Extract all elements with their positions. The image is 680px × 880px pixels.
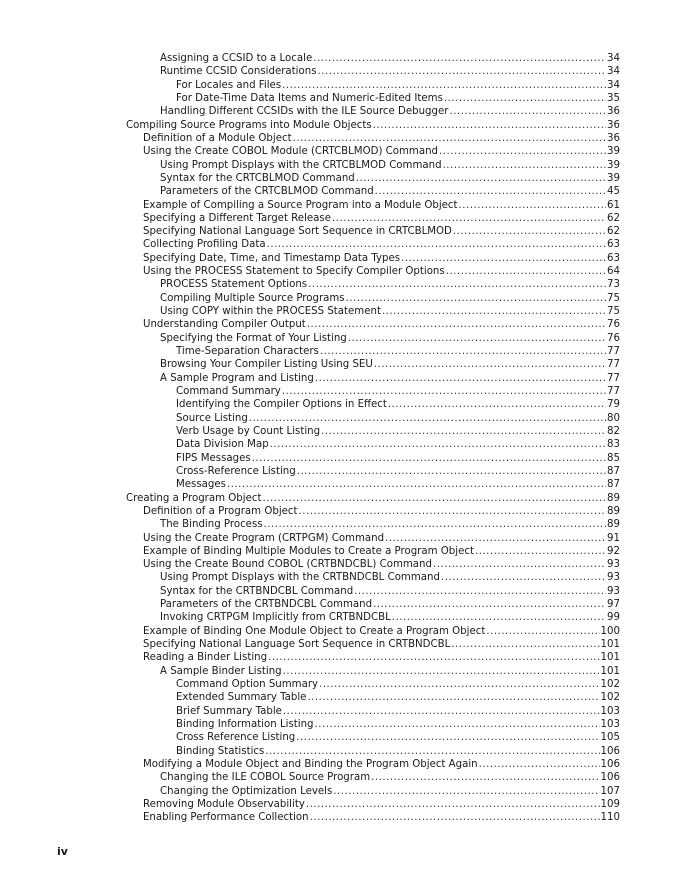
toc-entry-title: Using the Create Program (CRTPGM) Command: [143, 532, 385, 544]
toc-entry-page: 91: [607, 532, 620, 544]
toc-entry[interactable]: [176, 452, 620, 465]
toc-entry-title: Binding Statistics: [176, 745, 265, 757]
dot-leader: [227, 478, 606, 491]
toc-entry-page: 101: [600, 652, 620, 664]
dot-leader: [265, 745, 599, 758]
toc-entry[interactable]: [176, 691, 620, 704]
toc-entry[interactable]: [176, 412, 620, 425]
toc-entry[interactable]: [176, 678, 620, 691]
toc-entry[interactable]: [160, 372, 620, 385]
toc-entry-title: Example of Binding One Module Object to Create a Program Object: [143, 625, 486, 637]
dot-leader: [346, 292, 606, 305]
toc-entry-title: For Date-Time Data Items and Numeric-Edited Items: [176, 92, 443, 104]
toc-entry-title: Using Prompt Displays with the CRTBNDCBL Command: [160, 572, 440, 584]
toc-entry[interactable]: [160, 571, 620, 584]
toc-entry-title: Specifying National Language Sort Sequence in CRTBNDCBL: [143, 639, 451, 651]
toc-entry[interactable]: [143, 199, 620, 212]
dot-leader: [293, 132, 606, 145]
toc-entry-title: Data Division Map: [176, 439, 269, 451]
toc-entry-page: 87: [607, 479, 620, 491]
toc-entry[interactable]: [176, 718, 620, 731]
toc-entry-title: Verb Usage by Count Listing: [176, 425, 321, 437]
toc-entry[interactable]: [160, 332, 620, 345]
page-number: iv: [57, 845, 68, 858]
toc-entry-page: 99: [607, 612, 620, 624]
toc-entry-page: 110: [600, 812, 620, 824]
toc-entry[interactable]: [160, 598, 620, 611]
toc-entry[interactable]: [160, 611, 620, 624]
toc-entry[interactable]: [143, 811, 620, 824]
toc-entry[interactable]: [143, 758, 620, 771]
dot-leader: [270, 438, 606, 451]
toc-entry-page: 34: [607, 53, 620, 64]
dot-leader: [439, 145, 606, 158]
toc-entry-page: 101: [600, 639, 620, 651]
dot-leader: [451, 638, 599, 651]
toc-entry-title: Binding Information Listing: [176, 719, 314, 730]
toc-entry-page: 80: [607, 412, 620, 424]
toc-entry[interactable]: [160, 65, 620, 78]
toc-entry-title: Specifying a Different Target Release: [143, 212, 331, 224]
toc-entry-title: Using the Create COBOL Module (CRTCBLMOD) Command: [143, 146, 439, 158]
toc-entry-title: Example of Compiling a Source Program into a Module Object: [143, 199, 458, 211]
toc-entry-title: Time-Separation Characters: [176, 346, 319, 358]
toc-entry-page: 62: [607, 226, 620, 238]
toc-entry-page: 35: [607, 92, 620, 104]
toc-entry[interactable]: [160, 305, 620, 318]
toc-entry-title: Changing the ILE COBOL Source Program: [160, 772, 371, 784]
toc-entry-title: Example of Binding Multiple Modules to Create a Program Object: [143, 545, 474, 557]
toc-entry-page: 89: [607, 505, 620, 517]
toc-entry-page: 34: [607, 79, 620, 91]
toc-entry-page: 100: [600, 625, 620, 637]
toc-entry-title: A Sample Binder Listing: [160, 665, 282, 677]
toc-entry-page: 85: [607, 452, 620, 464]
dot-leader: [283, 705, 600, 718]
toc-entry[interactable]: [143, 558, 620, 571]
toc-entry[interactable]: [176, 438, 620, 451]
toc-entry[interactable]: [176, 731, 620, 744]
toc-entry-page: 97: [607, 599, 620, 611]
toc-entry-page: 39: [607, 172, 620, 184]
toc-entry-page: 77: [607, 359, 620, 371]
dot-leader: [306, 798, 600, 811]
toc-entry-page: 76: [607, 319, 620, 331]
dot-leader: [453, 225, 606, 238]
toc-entry[interactable]: [176, 745, 620, 758]
toc-entry[interactable]: [160, 292, 620, 305]
dot-leader: [308, 278, 606, 291]
toc-entry-title: For Locales and Files: [176, 79, 282, 91]
dot-leader: [319, 678, 599, 691]
toc-entry-page: 82: [607, 425, 620, 437]
toc-entry-page: 36: [607, 132, 620, 144]
toc-entry-title: Definition of a Program Object: [143, 505, 298, 517]
dot-leader: [479, 758, 600, 771]
dot-leader: [333, 785, 599, 798]
toc-entry[interactable]: [143, 638, 620, 651]
toc-entry-page: 92: [607, 545, 620, 557]
dot-leader: [392, 611, 606, 624]
dot-leader: [310, 811, 600, 824]
toc-entry-page: 36: [607, 119, 620, 131]
dot-leader: [283, 665, 600, 678]
toc-entry-title: Invoking CRTPGM Implicitly from CRTBNDCBL: [160, 612, 391, 624]
toc-entry[interactable]: [176, 425, 620, 438]
toc-entry-page: 87: [607, 465, 620, 477]
toc-entry-page: 103: [600, 719, 620, 730]
toc-entry-page: 77: [607, 372, 620, 384]
toc-entry-title: Command Summary: [176, 386, 281, 397]
toc-entry[interactable]: [160, 278, 620, 291]
toc-entry-title: Modifying a Module Object and Binding the Program Object Again: [143, 758, 478, 770]
toc-entry[interactable]: [176, 385, 620, 398]
toc-entry-title: Runtime CCSID Considerations: [160, 66, 317, 78]
toc-entry-title: Parameters of the CRTBNDCBL Command: [160, 599, 373, 611]
toc-entry-page: 73: [607, 279, 620, 291]
toc-entry-page: 101: [600, 665, 620, 677]
toc-entry-title: Extended Summary Table: [176, 692, 307, 704]
dot-leader: [282, 385, 606, 398]
toc-entry-page: 63: [607, 239, 620, 251]
toc-entry-page: 64: [607, 266, 620, 278]
toc-entry[interactable]: [160, 665, 620, 678]
toc-entry[interactable]: [143, 132, 620, 145]
toc-entry[interactable]: [176, 79, 620, 92]
dot-leader: [459, 199, 607, 212]
toc-entry-title: PROCESS Statement Options: [160, 279, 308, 291]
toc-entry-title: Compiling Multiple Source Programs: [160, 292, 345, 304]
dot-leader: [375, 185, 606, 198]
dot-leader: [401, 252, 606, 265]
toc-entry-title: Using the PROCESS Statement to Specify Compiler Options: [143, 266, 445, 278]
dot-leader: [332, 212, 606, 225]
toc-entry-page: 34: [607, 66, 620, 78]
toc-entry-title: Brief Summary Table: [176, 705, 282, 717]
toc-entry-title: Syntax for the CRTBNDCBL Command: [160, 585, 354, 597]
toc-entry-page: 83: [607, 439, 620, 451]
toc-entry[interactable]: [160, 785, 620, 798]
toc-entry-title: Compiling Source Programs into Module Objects: [126, 119, 372, 131]
toc-entry-page: 36: [607, 106, 620, 118]
toc-entry-title: Specifying the Format of Your Listing: [160, 332, 347, 344]
dot-leader: [444, 92, 606, 105]
dot-leader: [299, 505, 607, 518]
toc-entry[interactable]: [176, 345, 620, 358]
toc-entry[interactable]: [176, 465, 620, 478]
toc-entry-page: 77: [607, 346, 620, 358]
toc-entry-page: 102: [600, 692, 620, 704]
toc-entry-title: Enabling Performance Collection: [143, 812, 309, 824]
toc-entry-title: FIPS Messages: [176, 452, 251, 464]
toc-entry-title: Source Listing: [176, 412, 248, 424]
toc-entry[interactable]: [143, 545, 620, 558]
toc-entry-title: Browsing Your Compiler Listing Using SEU: [160, 359, 373, 371]
toc-entry-title: Understanding Compiler Output: [143, 319, 306, 331]
toc-entry-title: Using the Create Bound COBOL (CRTBNDCBL) Command: [143, 559, 432, 571]
dot-leader: [374, 358, 606, 371]
dot-leader: [373, 598, 606, 611]
toc-entry-title: Specifying National Language Sort Sequence in CRTCBLMOD: [143, 226, 452, 238]
dot-leader: [475, 545, 606, 558]
toc-entry[interactable]: [143, 318, 620, 331]
toc-entry-page: 45: [607, 186, 620, 198]
toc-entry-page: 105: [600, 732, 620, 744]
toc-entry[interactable]: [143, 651, 620, 664]
dot-leader: [486, 625, 599, 638]
toc-entry-page: 79: [607, 399, 620, 411]
toc-entry[interactable]: [160, 358, 620, 371]
toc-entry[interactable]: [143, 145, 620, 158]
toc-entry[interactable]: [160, 771, 620, 784]
dot-leader: [267, 238, 606, 251]
toc-entry[interactable]: [160, 585, 620, 598]
toc-entry-title: Creating a Program Object: [126, 492, 262, 504]
toc-entry-title: Reading a Binder Listing: [143, 652, 268, 664]
dot-leader: [318, 65, 607, 78]
toc-entry-page: 103: [600, 705, 620, 717]
dot-leader: [348, 332, 606, 345]
toc-entry-page: 93: [607, 559, 620, 571]
toc-entry-title: Identifying the Compiler Options in Effect: [176, 399, 387, 411]
toc-entry-page: 75: [607, 292, 620, 304]
toc-entry-page: 39: [607, 159, 620, 171]
toc-entry-title: Cross-Reference Listing: [176, 465, 296, 477]
dot-leader: [307, 691, 599, 704]
toc-entry[interactable]: [160, 185, 620, 198]
toc-entry-page: 76: [607, 332, 620, 344]
dot-leader: [382, 305, 606, 318]
toc-entry[interactable]: [143, 798, 620, 811]
dot-leader: [385, 532, 606, 545]
toc-entry[interactable]: [160, 105, 620, 118]
dot-leader: [315, 372, 606, 385]
toc-entry-title: Command Option Summary: [176, 679, 319, 691]
toc-entry-page: 89: [607, 519, 620, 531]
dot-leader: [264, 518, 606, 531]
dot-leader: [449, 105, 606, 118]
toc-entry-page: 106: [600, 772, 620, 784]
toc-entry[interactable]: [143, 532, 620, 545]
toc-entry[interactable]: [126, 492, 620, 505]
toc-entry[interactable]: [143, 238, 620, 251]
dot-leader: [268, 651, 599, 664]
toc-entry-page: 109: [600, 798, 620, 810]
toc-entry[interactable]: [176, 92, 620, 105]
toc-entry-title: Syntax for the CRTCBLMOD Command: [160, 172, 355, 184]
toc-entry-title: A Sample Program and Listing: [160, 372, 314, 384]
toc-entry-title: The Binding Process: [160, 519, 263, 531]
dot-leader: [249, 412, 606, 425]
dot-leader: [307, 318, 606, 331]
toc-entry-page: 63: [607, 252, 620, 264]
toc-entry-page: 75: [607, 306, 620, 318]
toc-entry-title: Handling Different CCSIDs with the ILE Source Debugger: [160, 106, 449, 118]
dot-leader: [296, 731, 599, 744]
toc-entry-title: Removing Module Observability: [143, 798, 305, 810]
toc-entry[interactable]: [160, 52, 620, 65]
toc-entry-title: Assigning a CCSID to a Locale: [160, 53, 313, 64]
dot-leader: [282, 79, 606, 92]
dot-leader: [321, 425, 606, 438]
dot-leader: [252, 452, 606, 465]
toc-entry-page: 89: [607, 492, 620, 504]
toc-entry-page: 77: [607, 386, 620, 397]
dot-leader: [371, 771, 599, 784]
toc-entry-page: 93: [607, 572, 620, 584]
toc-entry-page: 61: [607, 199, 620, 211]
dot-leader: [315, 718, 600, 731]
toc-entry[interactable]: [160, 159, 620, 172]
toc-entry-title: Using Prompt Displays with the CRTCBLMOD Command: [160, 159, 442, 171]
toc-entry-title: Messages: [176, 479, 226, 491]
toc-entry-title: Parameters of the CRTCBLMOD Command: [160, 186, 374, 198]
toc-entry[interactable]: [143, 505, 620, 518]
dot-leader: [373, 119, 606, 132]
dot-leader: [443, 159, 606, 172]
dot-leader: [262, 492, 606, 505]
toc-entry[interactable]: [143, 225, 620, 238]
toc-entry-page: 93: [607, 585, 620, 597]
toc-entry-title: Collecting Profiling Data: [143, 239, 266, 251]
dot-leader: [433, 558, 606, 571]
dot-leader: [446, 265, 606, 278]
toc-entry-title: Cross Reference Listing: [176, 732, 296, 744]
toc-entry-title: Changing the Optimization Levels: [160, 785, 333, 797]
toc-entry[interactable]: [176, 705, 620, 718]
toc-entry-page: 102: [600, 679, 620, 691]
toc-entry-page: 107: [600, 785, 620, 797]
dot-leader: [313, 52, 606, 65]
toc-entry-title: Specifying Date, Time, and Timestamp Data Types: [143, 252, 401, 264]
dot-leader: [320, 345, 606, 358]
dot-leader: [356, 172, 606, 185]
toc-entry[interactable]: [160, 172, 620, 185]
toc-entry-page: 106: [600, 758, 620, 770]
toc-entry-title: Using COPY within the PROCESS Statement: [160, 306, 381, 318]
toc-entry[interactable]: [143, 252, 620, 265]
dot-leader: [441, 571, 606, 584]
toc-entry[interactable]: [126, 119, 620, 132]
toc-entry[interactable]: [176, 398, 620, 411]
dot-leader: [354, 585, 606, 598]
toc-entry-page: 39: [607, 146, 620, 158]
toc-entry[interactable]: [143, 625, 620, 638]
toc-entry-title: Definition of a Module Object: [143, 132, 292, 144]
toc-entry[interactable]: [143, 265, 620, 278]
dot-leader: [388, 398, 606, 411]
toc-entry[interactable]: [143, 212, 620, 225]
toc-entry-page: 62: [607, 212, 620, 224]
toc-entry-page: 106: [600, 745, 620, 757]
toc-entry[interactable]: [160, 518, 620, 531]
dot-leader: [297, 465, 606, 478]
toc-entry[interactable]: [176, 478, 620, 491]
